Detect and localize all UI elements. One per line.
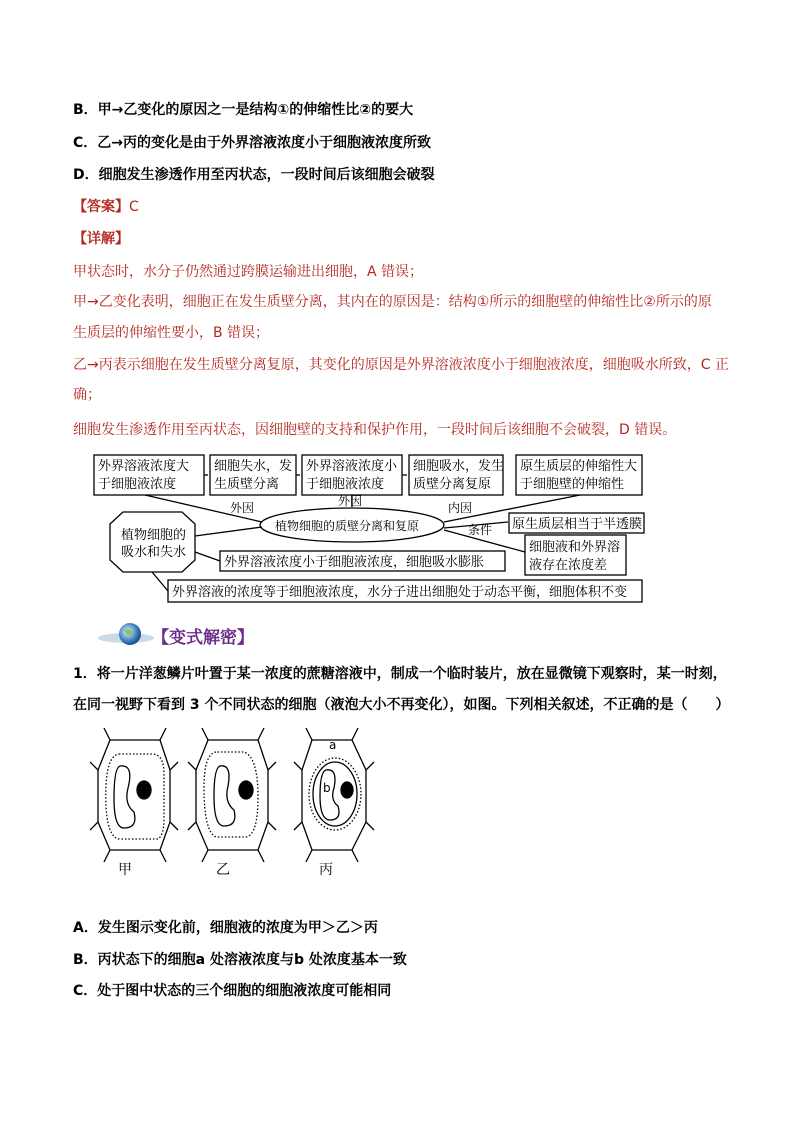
label-waiyin-2: 外因 [338, 494, 363, 508]
label-tiaojian: 条件 [468, 523, 493, 537]
question-line-1: 1．将一片洋葱鳞片叶置于某一浓度的蔗糖溶液中，制成一个临时装片，放在显微镜下观察时，某一时刻， [73, 666, 727, 682]
cond2-text-b: 液存在浓度差 [529, 558, 608, 573]
cell-caption-jia: 甲 [118, 862, 132, 878]
hex-text-b: 吸水和失水 [121, 545, 187, 560]
box2-text-b: 生质壁分离 [214, 477, 280, 492]
answer-value: C [129, 199, 139, 215]
cells-figure [90, 722, 380, 882]
cond1-text: 原生质层相当于半透膜 [512, 517, 643, 532]
explanation-line-4: 细胞发生渗透作用至丙状态，因细胞壁的支持和保护作用，一段时间后该细胞不会破裂，D 错误。 [73, 422, 677, 438]
cell-jia-wall [98, 740, 170, 850]
hex-text-a: 植物细胞的 [121, 528, 187, 543]
explanation-line-2a: 甲→乙变化表明，细胞正在发生质壁分离，其内在的原因是：结构①所示的细胞壁的伸缩性比②所示的原 [73, 294, 712, 310]
question-line-2: 在同一视野下看到 3 个不同状态的细胞（液泡大小不再变化），如图。下列相关叙述，不正确的是（ ） [73, 697, 730, 713]
cell-caption-yi: 乙 [216, 862, 230, 878]
box4-text-a: 细胞吸水，发生 [413, 459, 505, 474]
cell-label-b: b [323, 781, 331, 795]
explanation-line-3a: 乙→丙表示细胞在发生质壁分离复原，其变化的原因是外界溶液浓度小于细胞液浓度，细胞吸水所致，C 正 [73, 357, 729, 373]
box3-text-a: 外界溶液浓度小 [306, 459, 398, 474]
explanation-line-3b: 确； [73, 387, 101, 403]
option-c-prev: C．乙→丙的变化是由于外界溶液浓度小于细胞液浓度所致 [73, 135, 432, 151]
row-swell-text: 外界溶液浓度小于细胞液浓度，细胞吸水膨胀 [224, 555, 485, 570]
box1-text-b: 于细胞液浓度 [98, 477, 177, 492]
answer-label: 【答案】 [73, 199, 129, 215]
choice-b: B．丙状态下的细胞a 处溶液浓度与b 处浓度基本一致 [73, 952, 407, 968]
box2-text-a: 细胞失水，发 [214, 459, 293, 474]
explanation-line-1: 甲状态时，水分子仍然通过跨膜运输进出细胞，A 错误； [73, 264, 424, 280]
cell-yi-wall [196, 740, 268, 850]
center-text: 植物细胞的质壁分离和复原 [275, 519, 420, 533]
choice-c: C．处于图中状态的三个细胞的细胞液浓度可能相同 [73, 983, 392, 999]
section-title: 【变式解密】 [152, 628, 254, 648]
cond2-text-a: 细胞液和外界溶 [529, 540, 621, 555]
choice-a: A．发生图示变化前，细胞液的浓度为甲＞乙＞丙 [73, 920, 378, 936]
row-equilibrium-text: 外界溶液的浓度等于细胞液浓度，水分子进出细胞处于动态平衡，细胞体积不变 [172, 585, 628, 600]
cell-caption-bing: 丙 [319, 862, 333, 878]
box3-text-b: 于细胞液浓度 [306, 477, 385, 492]
label-waiyin-1: 外因 [230, 501, 255, 515]
box5-text-a: 原生质层的伸缩性大 [520, 459, 638, 474]
globe-icon [96, 622, 156, 648]
option-d-prev: D．细胞发生渗透作用至丙状态，一段时间后该细胞会破裂 [73, 167, 435, 183]
detail-label: 【详解】 [73, 231, 129, 247]
label-neiyin: 内因 [448, 501, 473, 515]
box1-text-a: 外界溶液浓度大 [98, 459, 190, 474]
explanation-line-2b: 生质层的伸缩性要小，B 错误； [73, 325, 270, 341]
option-b-prev: B．甲→乙变化的原因之一是结构①的伸缩性比②的要大 [73, 102, 414, 118]
section-header [96, 622, 346, 648]
box5-text-b: 于细胞壁的伸缩性 [520, 477, 625, 492]
cell-label-a: a [329, 738, 337, 752]
box4-text-b: 质壁分离复原 [413, 477, 492, 492]
